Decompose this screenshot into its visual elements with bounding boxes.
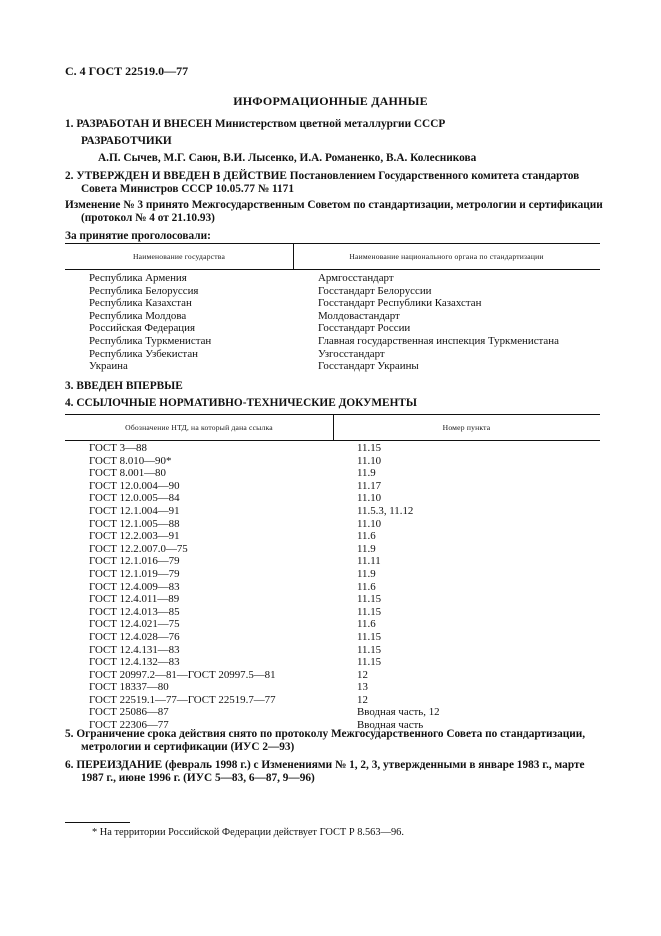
table-cell: Госстандарт Белоруссии <box>318 284 432 297</box>
table-cell: Узгосстандарт <box>318 347 385 360</box>
table-cell: ГОСТ 22306—77 <box>89 719 169 732</box>
table-cell: ГОСТ 12.4.028—76 <box>89 630 180 643</box>
table-cell: ГОСТ 12.4.011—89 <box>89 593 180 606</box>
table-cell: ГОСТ 12.2.003—91 <box>89 530 180 543</box>
table-cell: ГОСТ 22519.1—77—ГОСТ 22519.7—77 <box>89 693 276 706</box>
table-cell: Республика Белоруссия <box>89 284 199 297</box>
item-1-text: Министерством цветной металлургии СССР <box>214 118 446 130</box>
item-1-number: 1. <box>65 118 74 130</box>
table-cell: Госстандарт России <box>318 322 411 335</box>
table-cell: 11.15 <box>357 593 382 606</box>
table-cell: ГОСТ 12.2.007.0—75 <box>89 542 188 555</box>
section-title: ИНФОРМАЦИОННЫЕ ДАННЫЕ <box>233 94 428 108</box>
item-5-line2: метрологии и сертификации (ИУС 2—93) <box>81 741 295 753</box>
table-cell: ГОСТ 12.4.131—83 <box>89 643 180 656</box>
table-cell: ГОСТ 12.0.004—90 <box>89 479 180 492</box>
table-cell: Армгосстандарт <box>318 272 394 284</box>
table-cell: ГОСТ 8.001—80 <box>89 467 166 480</box>
table-cell: ГОСТ 12.1.016—79 <box>89 555 180 568</box>
table-cell: 11.9 <box>357 542 376 555</box>
item-6 <box>65 758 585 772</box>
table-cell: Украина <box>89 360 128 373</box>
table-cell: 11.9 <box>357 567 376 580</box>
table-cell: ГОСТ 8.010—90* <box>89 454 172 467</box>
table-cell: Российская Федерация <box>89 322 195 335</box>
table1-header-state: Наименование государства <box>132 252 226 261</box>
change-note-line2: (протокол № 4 от 21.10.93) <box>81 212 215 224</box>
developers-label: РАЗРАБОТЧИКИ <box>81 135 172 147</box>
table-cell: Республика Казахстан <box>89 297 192 310</box>
table-cell: 11.6 <box>357 530 376 543</box>
table-cell: ГОСТ 12.1.005—88 <box>89 517 180 530</box>
table-cell: 11.5.3, 11.12 <box>357 504 414 517</box>
table2-header-item: Номер пункта <box>442 423 491 432</box>
table-cell: ГОСТ 20997.2—81—ГОСТ 20997.5—81 <box>89 668 276 681</box>
item-2-line2: Совета Министров СССР 10.05.77 № 1171 <box>81 183 294 195</box>
table1-header-organ: Наименование национального органа по стандартизации <box>349 252 544 261</box>
table-cell: 11.15 <box>357 643 382 656</box>
item-6-caps: ПЕРЕИЗДАНИЕ <box>76 759 163 771</box>
table1-top-rule <box>65 243 600 244</box>
table-cell: 11.15 <box>357 442 382 454</box>
item-3 <box>65 379 183 393</box>
table2-items <box>357 442 440 732</box>
footnote-rule <box>65 822 130 823</box>
table-cell: ГОСТ 25086—87 <box>89 706 169 719</box>
table-cell: 12 <box>357 693 368 706</box>
item-3-number: 3. <box>65 380 74 392</box>
table-cell: 11.17 <box>357 479 382 492</box>
item-6-line1: (февраль 1998 г.) с Изменениями № 1, 2, 3, утвержденными в январе 1983 г., марте <box>165 759 585 771</box>
table-cell: 11.9 <box>357 467 376 480</box>
table-cell: ГОСТ 3—88 <box>89 442 147 454</box>
item-6-number: 6. <box>65 759 74 771</box>
table-cell: ГОСТ 12.4.009—83 <box>89 580 180 593</box>
table-cell: Республика Узбекистан <box>89 347 198 360</box>
item-4-number: 4. <box>65 397 74 409</box>
table-cell: 12 <box>357 668 368 681</box>
table-cell: Республика Туркменистан <box>89 334 212 347</box>
table2-docs <box>89 442 276 732</box>
item-1-caps: РАЗРАБОТАН И ВНЕСЕН <box>76 118 213 130</box>
table-cell: Госстандарт Республики Казахстан <box>318 297 482 310</box>
table-cell: ГОСТ 18337—80 <box>89 681 169 694</box>
item-5 <box>65 727 585 741</box>
table-cell: 11.6 <box>357 618 376 631</box>
table2-header-rule <box>65 440 600 441</box>
change-note-line1: Изменение № 3 принято Межгосударственным Советом по стандартизации, метрологии и сертификации <box>65 199 603 211</box>
voted-label: За принятие проголосовали: <box>65 230 211 242</box>
table-cell: 11.10 <box>357 492 382 505</box>
item-2-caps: УТВЕРЖДЕН И ВВЕДЕН В ДЕЙСТВИЕ <box>76 170 287 182</box>
table-cell: 11.15 <box>357 605 382 618</box>
table-cell: ГОСТ 12.4.013—85 <box>89 605 180 618</box>
developers-names: А.П. Сычев, М.Г. Саюн, В.И. Лысенко, И.А. Романенко, В.А. Колесникова <box>98 152 477 164</box>
footnote: * На территории Российской Федерации действует ГОСТ Р 8.563—96. <box>92 827 404 838</box>
table-cell: 13 <box>357 681 368 694</box>
table1-header-rule <box>65 269 600 270</box>
table-cell: 11.15 <box>357 630 382 643</box>
table-cell: ГОСТ 12.4.132—83 <box>89 656 180 669</box>
table-cell: Молдовастандарт <box>318 309 400 322</box>
table-cell: 11.6 <box>357 580 376 593</box>
item-4-text: ССЫЛОЧНЫЕ НОРМАТИВНО-ТЕХНИЧЕСКИЕ ДОКУМЕНТЫ <box>76 397 418 409</box>
item-1 <box>65 117 445 131</box>
item-5-number: 5. <box>65 728 74 740</box>
table-cell: Республика Молдова <box>89 309 187 322</box>
table-cell: ГОСТ 12.4.021—75 <box>89 618 180 631</box>
table-cell: Главная государственная инспекция Туркменистана <box>318 334 559 347</box>
table-cell: 11.10 <box>357 517 382 530</box>
table-cell: 11.15 <box>357 656 382 669</box>
item-5-line1: Ограничение срока действия снято по протоколу Межгосударственного Совета по стандартизации, <box>76 728 586 740</box>
item-4 <box>65 396 417 410</box>
item-2 <box>65 169 579 183</box>
item-3-text: ВВЕДЕН ВПЕРВЫЕ <box>76 380 183 392</box>
table-cell: Республика Армения <box>89 272 187 284</box>
table1-states <box>89 272 211 373</box>
table1-organs <box>318 272 559 373</box>
item-6-line2: 1987 г., июне 1996 г. (ИУС 5—83, 6—87, 9—96) <box>81 772 315 784</box>
table-cell: Вводная часть <box>357 719 424 732</box>
table-cell: ГОСТ 12.0.005—84 <box>89 492 180 505</box>
table-cell: 11.11 <box>357 555 381 568</box>
table-cell: 11.10 <box>357 454 382 467</box>
table2-header-doc: Обозначение НТД, на который дана ссылка <box>125 423 273 432</box>
table-cell: Госстандарт Украины <box>318 360 419 373</box>
item-2-number: 2. <box>65 170 74 182</box>
page-header: С. 4 ГОСТ 22519.0—77 <box>65 64 189 78</box>
table-cell: Вводная часть, 12 <box>357 706 440 719</box>
item-2-line1: Постановлением Государственного комитета стандартов <box>289 170 580 182</box>
table-cell: ГОСТ 12.1.004—91 <box>89 504 180 517</box>
table-cell: ГОСТ 12.1.019—79 <box>89 567 180 580</box>
